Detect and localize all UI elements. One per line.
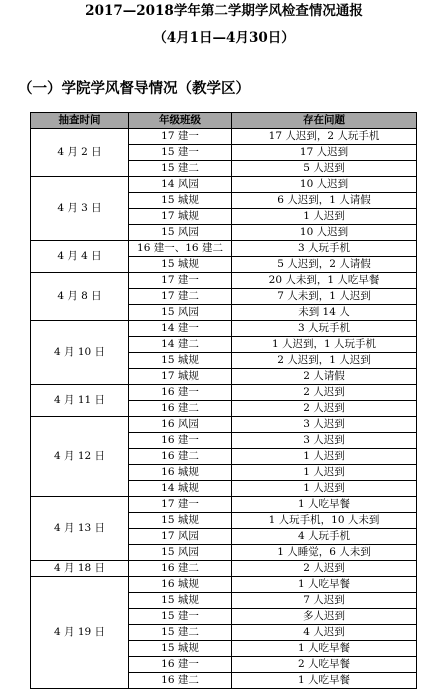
class-cell: 14 风园 xyxy=(129,177,232,193)
class-cell: 16 建一 xyxy=(129,433,232,449)
table-row xyxy=(31,273,417,289)
table-body xyxy=(31,129,417,689)
class-cell: 16 城规 xyxy=(129,577,232,593)
issue-cell: 1 人迟到 xyxy=(232,209,417,225)
class-cell: 16 建一 xyxy=(129,385,232,401)
header-date: 抽查时间 xyxy=(31,113,129,129)
issue-cell: 6 人迟到，1 人请假 xyxy=(232,193,417,209)
issue-cell: 1 人玩手机，10 人未到 xyxy=(232,513,417,529)
table-row xyxy=(31,385,417,401)
issue-cell: 3 人玩手机 xyxy=(232,241,417,257)
date-cell: 4 月 18 日 xyxy=(31,561,129,577)
table-row xyxy=(31,321,417,337)
issue-cell: 2 人迟到 xyxy=(232,561,417,577)
issue-cell: 1 人迟到，1 人玩手机 xyxy=(232,337,417,353)
issue-cell: 3 人玩手机 xyxy=(232,321,417,337)
table-row xyxy=(31,241,417,257)
class-cell: 15 城规 xyxy=(129,257,232,273)
issue-cell: 2 人迟到 xyxy=(232,385,417,401)
class-cell: 15 建二 xyxy=(129,625,232,641)
issue-cell: 3 人迟到 xyxy=(232,433,417,449)
date-cell: 4 月 11 日 xyxy=(31,385,129,417)
issue-cell: 17 人迟到，2 人玩手机 xyxy=(232,129,417,145)
issue-cell: 未到 14 人 xyxy=(232,305,417,321)
issue-cell: 4 人玩手机 xyxy=(232,529,417,545)
class-cell: 15 风园 xyxy=(129,225,232,241)
date-cell: 4 月 4 日 xyxy=(31,241,129,273)
issue-cell: 2 人迟到，1 人迟到 xyxy=(232,353,417,369)
class-cell: 15 城规 xyxy=(129,193,232,209)
class-cell: 14 城规 xyxy=(129,481,232,497)
table-row xyxy=(31,561,417,577)
class-cell: 17 建一 xyxy=(129,129,232,145)
issue-cell: 7 人未到，1 人迟到 xyxy=(232,289,417,305)
issue-cell: 5 人迟到，2 人请假 xyxy=(232,257,417,273)
issue-cell: 1 人吃早餐 xyxy=(232,641,417,657)
issue-cell: 20 人未到，1 人吃早餐 xyxy=(232,273,417,289)
issue-cell: 17 人迟到 xyxy=(232,145,417,161)
date-cell: 4 月 10 日 xyxy=(31,321,129,385)
issue-cell: 1 人迟到 xyxy=(232,449,417,465)
issue-cell: 1 人睡觉，6 人未到 xyxy=(232,545,417,561)
date-cell: 4 月 8 日 xyxy=(31,273,129,321)
class-cell: 16 建二 xyxy=(129,401,232,417)
issue-cell: 1 人迟到 xyxy=(232,465,417,481)
class-cell: 16 建一、16 建二 xyxy=(129,241,232,257)
class-cell: 15 风园 xyxy=(129,545,232,561)
document-title: 2017—2018学年第二学期学风检查情况通报 xyxy=(85,3,363,19)
table-row xyxy=(31,417,417,433)
issue-cell: 2 人请假 xyxy=(232,369,417,385)
table-row xyxy=(31,497,417,513)
table-row xyxy=(31,577,417,593)
class-cell: 16 风园 xyxy=(129,417,232,433)
date-cell: 4 月 19 日 xyxy=(31,577,129,689)
issue-cell: 5 人迟到 xyxy=(232,161,417,177)
issue-cell: 7 人迟到 xyxy=(232,593,417,609)
class-cell: 15 建一 xyxy=(129,609,232,625)
date-cell: 4 月 3 日 xyxy=(31,177,129,241)
class-cell: 15 建二 xyxy=(129,161,232,177)
issue-cell: 10 人迟到 xyxy=(232,225,417,241)
table-row xyxy=(31,177,417,193)
issue-cell: 1 人迟到 xyxy=(232,481,417,497)
class-cell: 15 城规 xyxy=(129,513,232,529)
issue-cell: 3 人迟到 xyxy=(232,417,417,433)
issue-cell: 10 人迟到 xyxy=(232,177,417,193)
class-cell: 15 建一 xyxy=(129,145,232,161)
header-class: 年级班级 xyxy=(129,113,232,129)
issue-cell: 2 人吃早餐 xyxy=(232,657,417,673)
class-cell: 17 城规 xyxy=(129,209,232,225)
date-cell: 4 月 12 日 xyxy=(31,417,129,497)
class-cell: 16 建一 xyxy=(129,657,232,673)
class-cell: 15 城规 xyxy=(129,353,232,369)
class-cell: 16 建二 xyxy=(129,673,232,689)
inspection-table xyxy=(30,112,417,689)
class-cell: 17 建一 xyxy=(129,497,232,513)
issue-cell: 1 人吃早餐 xyxy=(232,673,417,689)
class-cell: 15 风园 xyxy=(129,305,232,321)
table-header-row xyxy=(31,113,417,129)
issue-cell: 1 人吃早餐 xyxy=(232,577,417,593)
date-cell: 4 月 2 日 xyxy=(31,129,129,177)
class-cell: 14 建一 xyxy=(129,321,232,337)
date-cell: 4 月 13 日 xyxy=(31,497,129,561)
class-cell: 14 建二 xyxy=(129,337,232,353)
table-row xyxy=(31,129,417,145)
document-subtitle: （4月1日—4月30日） xyxy=(153,30,295,46)
class-cell: 17 建二 xyxy=(129,289,232,305)
class-cell: 17 建一 xyxy=(129,273,232,289)
issue-cell: 2 人迟到 xyxy=(232,401,417,417)
class-cell: 15 城规 xyxy=(129,593,232,609)
class-cell: 17 城规 xyxy=(129,369,232,385)
class-cell: 16 建二 xyxy=(129,561,232,577)
class-cell: 16 城规 xyxy=(129,465,232,481)
issue-cell: 1 人吃早餐 xyxy=(232,497,417,513)
header-issue: 存在问题 xyxy=(232,113,417,129)
issue-cell: 4 人迟到 xyxy=(232,625,417,641)
class-cell: 15 城规 xyxy=(129,641,232,657)
class-cell: 17 风园 xyxy=(129,529,232,545)
issue-cell: 多人迟到 xyxy=(232,609,417,625)
section-title: （一）学院学风督导情况（教学区） xyxy=(18,80,250,97)
class-cell: 16 建二 xyxy=(129,449,232,465)
